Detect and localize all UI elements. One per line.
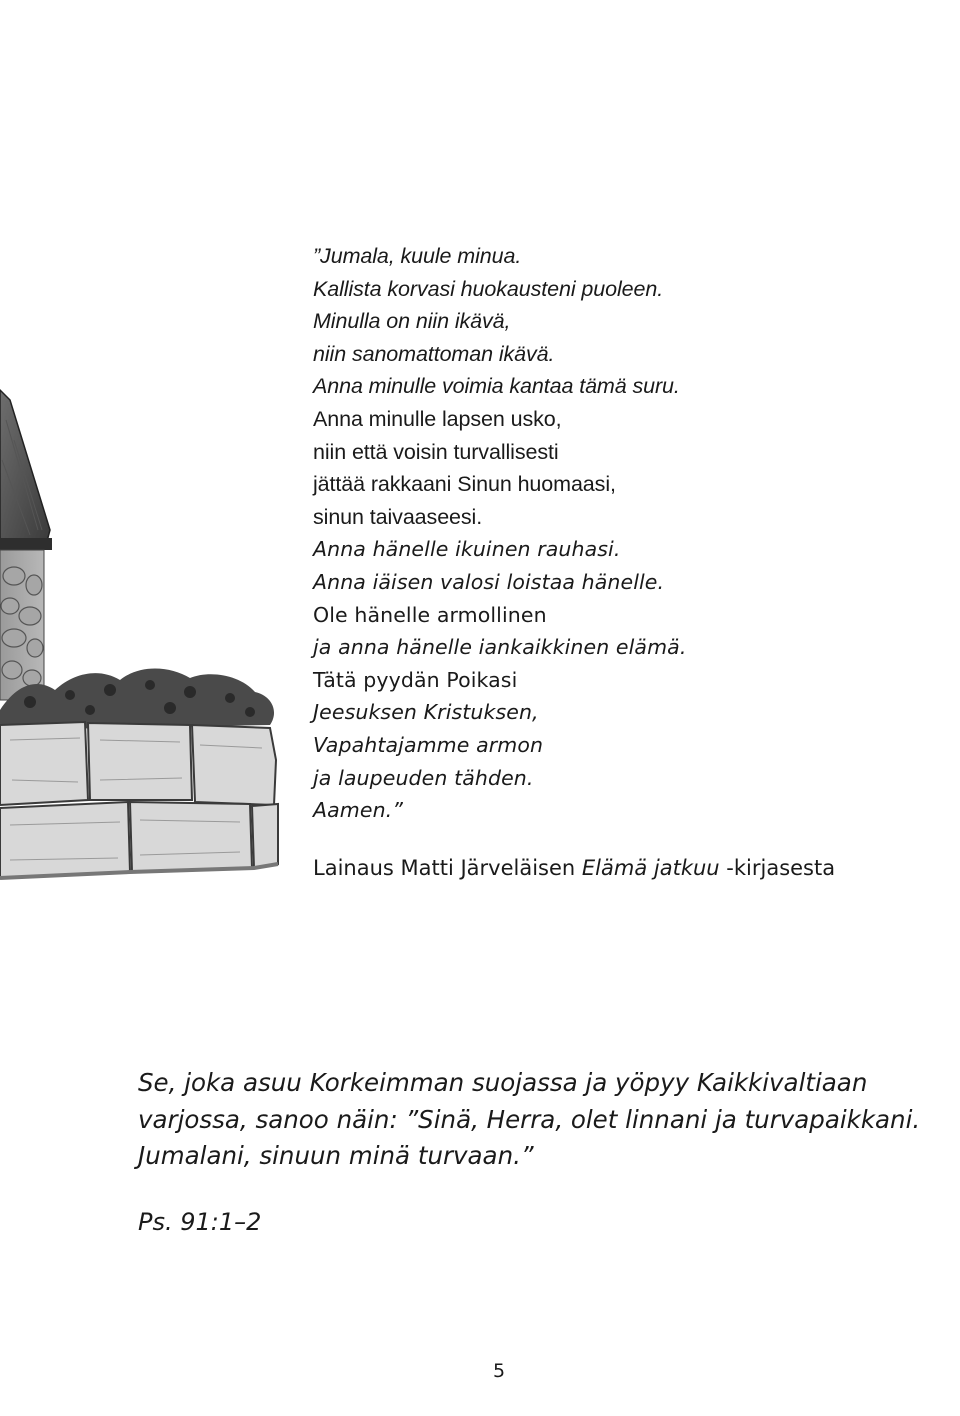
source-credit (313, 852, 835, 884)
credit-book-title: Elämä jatkuu (581, 856, 720, 880)
prayer-poem (313, 240, 686, 827)
poem-line: niin että voisin turvallisesti (313, 439, 559, 464)
poem-line: Jeesuksen Kristuksen, (313, 700, 539, 725)
verse-line: Se, joka asuu Korkeimman suojassa ja yöpyy Kaikkivaltiaan (138, 1068, 868, 1097)
poem-line: ja laupeuden tähden. (313, 765, 534, 790)
verse-line: varjossa, sanoo näin: ”Sinä, Herra, olet linnani ja turvapaikkani. (138, 1104, 921, 1134)
poem-line: Anna minulle lapsen usko, (313, 406, 562, 431)
poem-line: jättää rakkaani Sinun huomaasi, (313, 472, 616, 497)
poem-line: ”Jumala, kuule minua. (313, 244, 522, 268)
bible-verse (138, 1065, 920, 1175)
poem-line: Ole hänelle armollinen (313, 602, 547, 627)
poem-line: Tätä pyydän Poikasi (313, 667, 518, 692)
verse-line: Jumalani, sinuun minä turvaan.” (138, 1141, 534, 1170)
stone-wall (0, 722, 278, 878)
credit-prefix: Lainaus Matti Järveläisen (313, 856, 582, 880)
church-illustration (0, 380, 300, 920)
poem-line: Minulla on niin ikävä, (313, 309, 511, 334)
poem-line: Anna iäisen valosi loistaa hänelle. (313, 569, 665, 594)
poem-line: ja anna hänelle iankaikkinen elämä. (313, 635, 687, 660)
poem-line: Anna hänelle ikuinen rauhasi. (313, 537, 621, 562)
poem-line: sinun taivaaseesi. (313, 504, 483, 529)
poem-line: Vapahtajamme armon (313, 732, 544, 757)
page-number: 5 (493, 1360, 506, 1382)
poem-line: Anna minulle voimia kantaa tämä suru. (313, 374, 680, 399)
verse-reference: Ps. 91:1–2 (138, 1208, 262, 1236)
poem-line: Kallista korvasi huokausteni puoleen. (313, 276, 664, 301)
poem-line: niin sanomattoman ikävä. (313, 341, 555, 366)
credit-suffix: -kirjasesta (719, 856, 836, 880)
poem-line: Aamen.” (313, 798, 403, 823)
